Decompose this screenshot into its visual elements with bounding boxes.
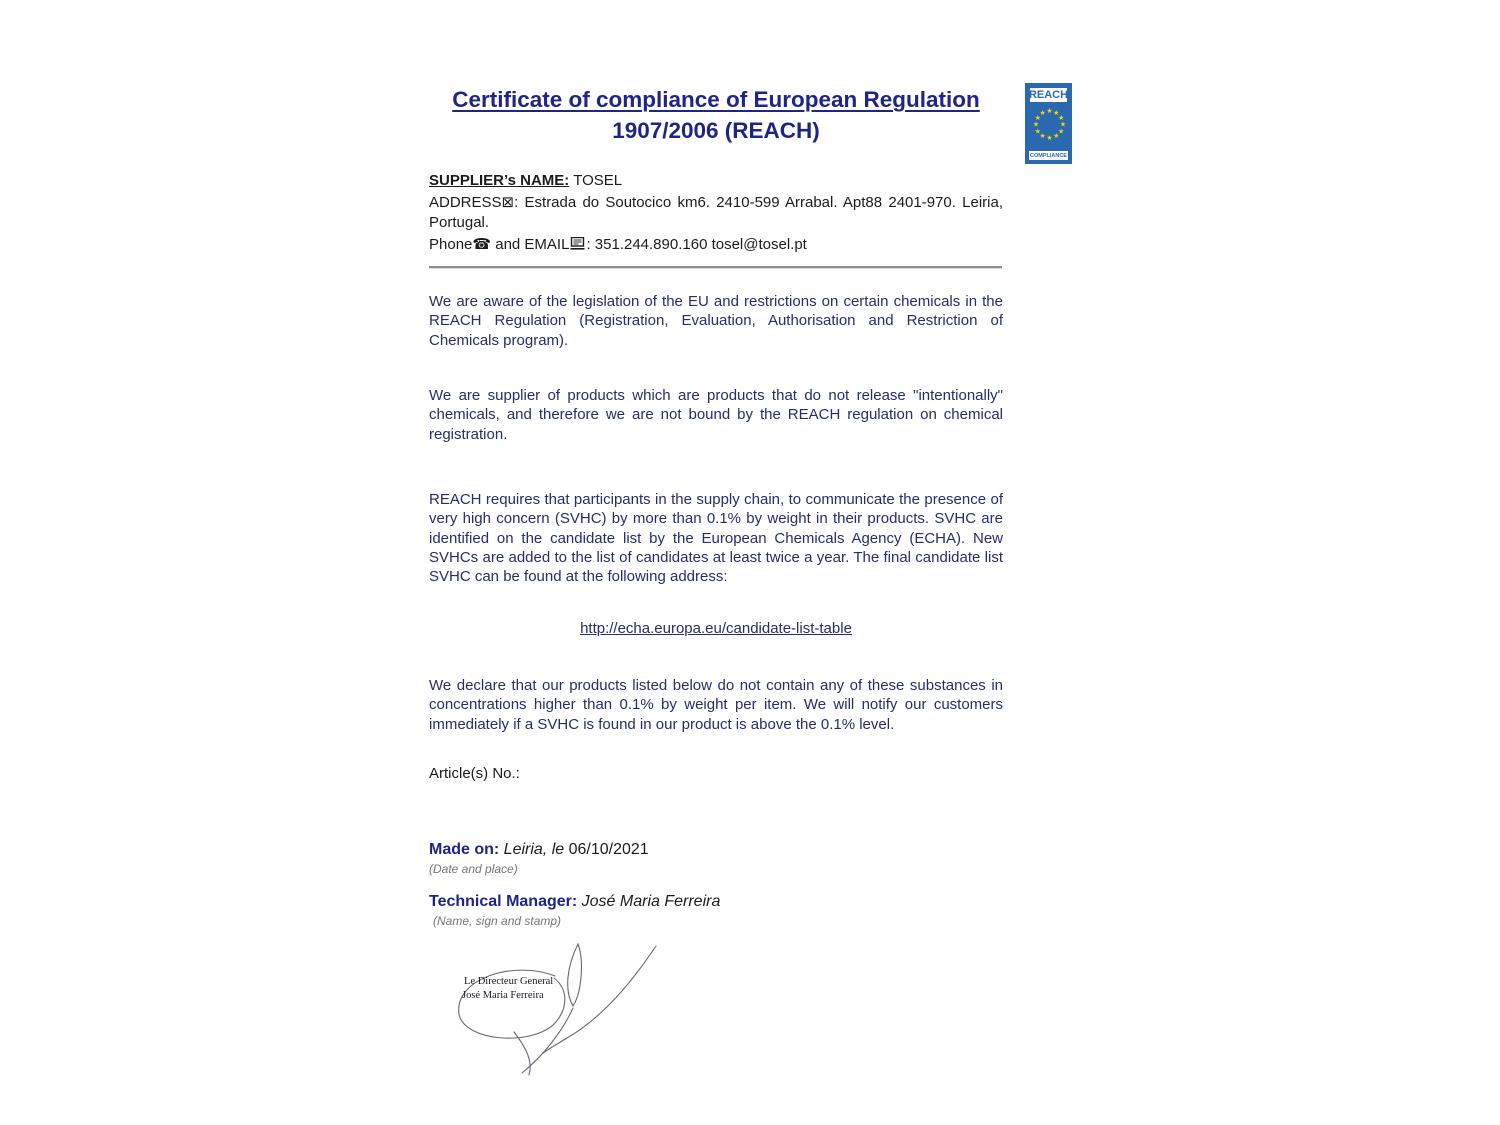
signature-icon [430, 932, 690, 1082]
phone-icon: ☎ [472, 234, 492, 253]
made-on-block [429, 841, 1003, 876]
svg-text:★: ★ [1058, 113, 1065, 122]
compliance-label: COMPLIANCE [1028, 150, 1069, 161]
paragraph-awareness: We are aware of the legislation of the EU and restrictions on certain chemicals in the REACH Regulation (Registration, Evaluation, Authorisation and Restriction of Chemicals program). [429, 293, 1003, 349]
title-line1: Certificate of compliance of European Regulation [452, 87, 980, 112]
technical-manager-label: Technical Manager: [429, 893, 578, 910]
made-on-date: 06/10/2021 [568, 841, 649, 858]
signature-text-line2: José Maria Ferreira [462, 990, 544, 1001]
reach-logo-label: REACH [1028, 86, 1069, 104]
supplier-info [429, 171, 1003, 255]
svg-text:★: ★ [1059, 120, 1067, 129]
supplier-contact-line [429, 234, 1003, 256]
svg-text:★: ★ [1053, 108, 1060, 117]
address-sep: : [514, 193, 519, 211]
technical-manager-block [429, 893, 1003, 928]
candidate-list-link-line [429, 620, 1003, 637]
made-on-line [429, 841, 1003, 859]
paragraph-supplier-statement: We are supplier of products which are products that do not release "intentionally" chemicals, and therefore we are not bound by the REACH regulation on chemical registration. [429, 387, 1003, 443]
technical-manager-line [429, 893, 1003, 911]
svg-text:★: ★ [1053, 132, 1060, 141]
svg-text:★: ★ [1039, 108, 1046, 117]
supplier-name-line [429, 171, 1003, 192]
made-on-label: Made on: [429, 841, 500, 858]
address-value: Estrada do Soutocico km6. 2410-599 Arrabal. Apt88 2401-970. Leiria, Portugal. [429, 193, 1003, 231]
supplier-address-line [429, 192, 1003, 234]
svg-text:★: ★ [1032, 120, 1040, 129]
made-on-place: Leiria, le [503, 841, 565, 858]
svg-text:★: ★ [1058, 127, 1065, 136]
and-email-label: and EMAIL [495, 235, 570, 253]
technical-manager-name: José Maria Ferreira [581, 893, 721, 910]
signature-block [430, 932, 690, 1082]
paragraph-svhc-requirements: REACH requires that participants in the supply chain, to communicate the presence of very high concern (SVHC) by more than 0.1% by weight in their products. SVHC are identified on the candidate list by the European Chemicals Agency (ECHA). New SVHCs are added to the list of candidates at least twice a year. The final candidate list SVHC can be found at the following address: [429, 491, 1003, 586]
svg-text:★: ★ [1034, 113, 1041, 122]
signature-text-line1: Le Directeur General [464, 976, 554, 987]
svg-text:★: ★ [1039, 132, 1046, 141]
paragraph-declaration: We declare that our products listed below do not contain any of these substances in concentrations higher than 0.1% by weight per item. We will notify our customers immediately if a SVHC is found in our product is above the 0.1% level. [429, 677, 1003, 733]
name-sign-stamp-caption: (Name, sign and stamp) [433, 914, 562, 928]
candidate-list-link[interactable]: http://echa.europa.eu/candidate-list-table [580, 620, 852, 637]
reach-compliance-logo [1025, 83, 1072, 164]
certificate-title [429, 84, 1003, 146]
phone-label: Phone [429, 235, 473, 253]
svg-text:★: ★ [1046, 107, 1053, 115]
eu-stars-icon [1026, 104, 1073, 148]
supplier-name-value: TOSEL [573, 172, 623, 189]
article-number-label: Article(s) No.: [429, 765, 520, 782]
svg-text:★: ★ [1034, 127, 1041, 136]
contact-value: 351.244.890.160 tosel@tosel.pt [594, 235, 807, 253]
date-place-caption: (Date and place) [429, 862, 518, 876]
section-divider [429, 266, 1002, 269]
svg-text:★: ★ [1046, 134, 1053, 142]
title-line2: 1907/2006 (REACH) [612, 118, 820, 143]
computer-icon [570, 237, 585, 250]
supplier-name-label: SUPPLIER’s NAME: [429, 172, 570, 189]
envelope-icon: ⊠ [501, 192, 515, 211]
address-label: ADDRESS [429, 193, 502, 211]
contact-sep: : [586, 235, 591, 253]
